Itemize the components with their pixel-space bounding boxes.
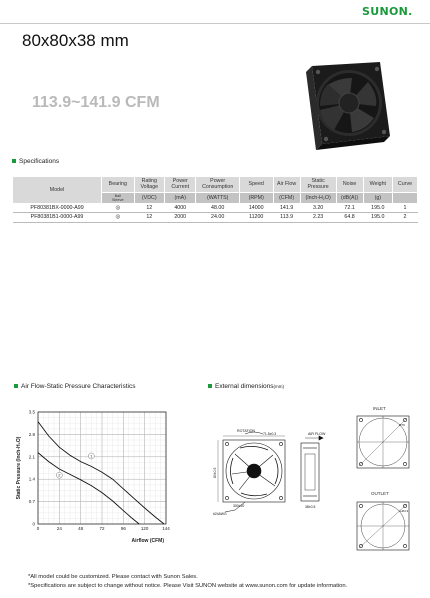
bearing-icon: ◎ <box>102 204 135 213</box>
inlet-label: INLET <box>373 406 386 411</box>
side-view <box>301 436 323 501</box>
x-tick-label: 120 <box>140 526 149 531</box>
awg-label: #24AWG <box>213 512 227 516</box>
inlet-dim-label: Ø79 <box>399 423 405 427</box>
y-tick-label: 3.5 <box>28 409 35 415</box>
spec-table <box>12 176 418 223</box>
series-line-1 <box>38 422 164 524</box>
footnote-1: *All model could be customized. Please contact with Sunon Sales. <box>28 574 198 580</box>
unit-curve <box>392 192 417 203</box>
series-label-1: 1 <box>90 453 93 459</box>
pq-chart <box>8 398 178 548</box>
y-tick-label: 1.4 <box>28 476 35 482</box>
x-tick-label: 144 <box>162 526 170 531</box>
dimension-drawings <box>205 398 430 558</box>
unit-current: (mA) <box>164 192 195 203</box>
series-line-2 <box>38 453 139 524</box>
footnote-2: *Specifications are subject to change without notice. Please Visit SUNON website at www.sunon.com for update information. <box>28 583 348 589</box>
cfm-range: 113.9~141.9 CFM <box>32 94 160 111</box>
x-tick-label: 24 <box>56 526 62 531</box>
section-dimensions: External dimensions(mm) <box>208 383 284 390</box>
y-tick-label: 0 <box>32 521 35 527</box>
side-size-label: 80±0.5 <box>213 467 217 478</box>
table-row: PF80381B1-0000-A99 ◎ 12 2000 24.00 11200 113.9 2.23 64.8 195.0 2 <box>13 213 418 222</box>
depth-label: 38±0.5 <box>305 505 316 509</box>
unit-noise: (dB(A)) <box>336 192 363 203</box>
front-view <box>218 432 285 512</box>
chart-series <box>38 422 164 524</box>
y-tick-label: 2.8 <box>28 431 35 437</box>
wire-length-label: 300±20 <box>233 504 245 508</box>
col-current: Power Current <box>164 177 195 193</box>
col-consumption: Power Consumption <box>196 177 239 193</box>
col-weight: Weight <box>363 177 392 193</box>
unit-consumption: (WATTS) <box>196 192 239 203</box>
unit-weight: (g) <box>363 192 392 203</box>
airflow-label: AIR FLOW <box>308 432 326 436</box>
series-label-2: 2 <box>58 472 61 478</box>
x-tick-label: 72 <box>99 526 105 531</box>
col-speed: Speed <box>239 177 273 193</box>
unit-voltage: (VDC) <box>134 192 164 203</box>
x-axis-label: Airflow (CFM) <box>131 538 164 544</box>
y-tick-label: 2.1 <box>28 454 35 460</box>
bearing-legend: Ball Sleeve <box>102 192 135 203</box>
hole-spacing-label: 71.5±0.3 <box>263 432 277 436</box>
unit-airflow: (CFM) <box>273 192 300 203</box>
y-tick-labels <box>29 410 36 527</box>
brand-logo: SUNON. <box>362 5 413 18</box>
bearing-icon: ◎ <box>102 213 135 222</box>
outlet-label: OUTLET <box>371 491 389 496</box>
col-pressure: Static Pressure <box>300 177 336 193</box>
col-noise: Noise <box>336 177 363 193</box>
col-model: Model <box>13 177 102 204</box>
page-title: 80x80x38 mm <box>22 31 129 50</box>
x-tick-label: 48 <box>78 526 84 531</box>
y-axis-label: Static Pressure (Inch-H₂O) <box>16 436 22 500</box>
fan-product-image <box>286 60 396 152</box>
table-row: PF80381BX-0000-A99 ◎ 12 4000 48.00 14000 141.9 3.20 72.1 195.0 1 <box>13 204 418 213</box>
x-tick-label: 96 <box>120 526 126 531</box>
col-curve: Curve <box>392 177 417 193</box>
x-tick-labels <box>37 526 171 531</box>
outlet-hole-label: 4-Ø4.3 <box>399 509 409 513</box>
section-specifications: Specifications <box>12 158 59 165</box>
x-tick-label: 0 <box>36 526 40 531</box>
col-airflow: Air Flow <box>273 177 300 193</box>
col-bearing: Bearing <box>102 177 135 193</box>
unit-pressure: (Inch-H₂O) <box>300 192 336 203</box>
unit-speed: (RPM) <box>239 192 273 203</box>
rotation-label: ROTATION <box>237 429 256 433</box>
y-tick-label: 0.7 <box>28 499 35 505</box>
section-chart: Air Flow-Static Pressure Characteristics <box>14 383 136 390</box>
header-divider <box>0 23 430 24</box>
col-voltage: Rating Voltage <box>134 177 164 193</box>
